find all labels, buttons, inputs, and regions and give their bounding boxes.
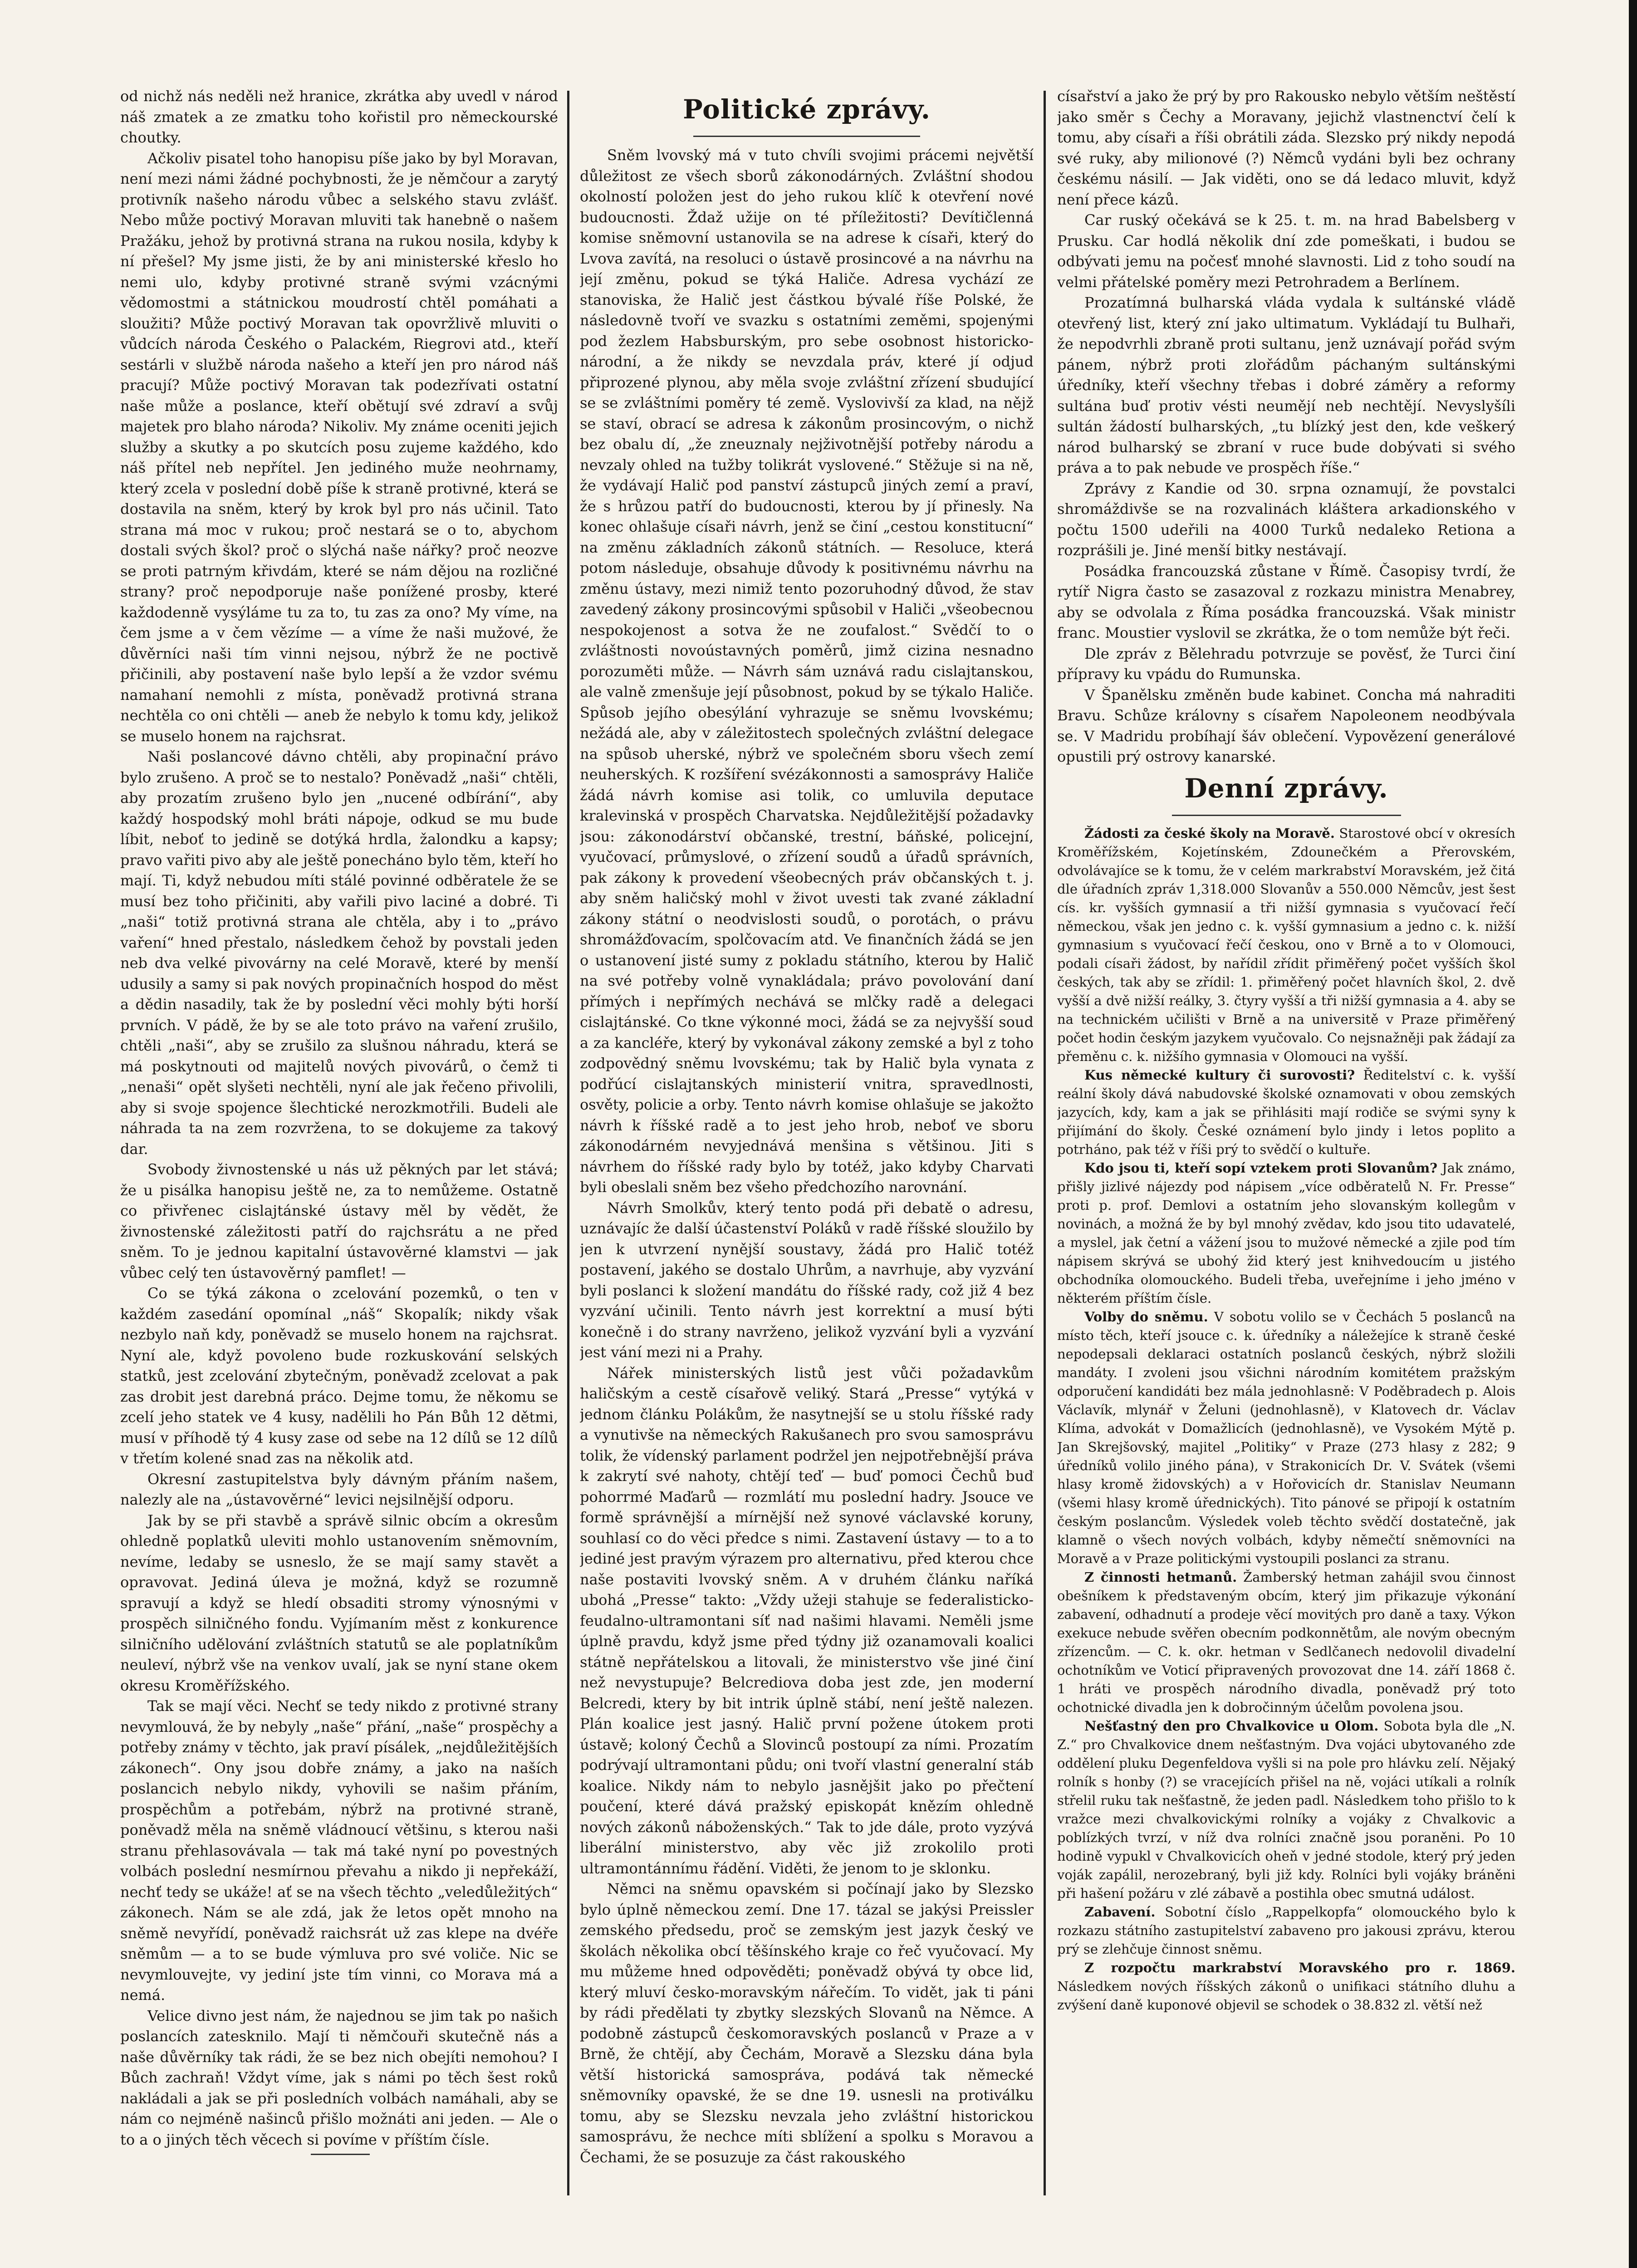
title-rule: [1172, 815, 1401, 816]
news-headline: Zabavení.: [1084, 1904, 1156, 1920]
paragraph: Jak by se při stavbě a správě silnic obcím a okresům ohledně poplatků uleviti mohlo ustanovením sněmovním, nevíme, ledaby se usneslo, že se mají samy stavět a opravovat. Jediná úleva je možná, když se rozumně spravují a když se hledí obsaditi stromy výnosnými v prospěch silničného fondu. Vyjímaním měst z konkurence silničního udělování zvláštních statutů se ale poplatníkům neuleví, nýbrž vše na venkov uvalí, jak se nyní stane okem okresu Kroměřížského.: [120, 1511, 558, 1694]
news-item: [1057, 1308, 1515, 1568]
news-text: Sobota byla dle „N. Z.“ pro Chvalkovice dnem nešťastným. Dva vojáci ubytovaného zde oddělení pluku Degenfeldova vyšli si na pole pro hlávku zelí. Nějaký rolník s honby (?) se vracejících přišel na ně, vojáci utíkali a rolník střelil ruku tak nešťastně, že jeden padl. Následkem toho přišlo to k vražce mezi chvalkovickými rolníky a vojáky z Chvalkovic a poblízkých tvrzí, v níž dva rolníci značně jsou poraněni. Po 10 hodině vypukl v Chvalkovicích oheň v jedné stodole, který prý jeden voják zapálil, nerozebraný, byli již kdy. Rolníci byli vojáky bráněni při hašení požáru v zlé zábavě a postihla obec smutná událost.: [1057, 1718, 1515, 1901]
paragraph: Co se týká zákona o zcelování pozemků, o ten v každém zasedání opomínal „náš“ Skopalík; nikdy však nezbylo naň kdy, poněvadž se muselo honem na rajchsrat. Nyní ale, když povoleno bude rozkuskování selských statků, jest zcelování zbytečným, poněvadž zcelovat a pak zas drobit jest darebná práco. Dejme tomu, že někomu se zcelí jeho statek ve 4 kusy, nadělili ho Pán Bůh 12 dětmi, musí v příhodě tý 4 kusy zase od sebe na 12 dílů se 12 dílů v třetím kolené snad zas na několik atd.: [120, 1285, 558, 1467]
paragraph: V Španělsku změněn bude kabinet. Concha má nahraditi Bravu. Schůze královny s císařem Napoleonem neodbývala se. V Madridu probíhají šáv oblečení. Vypovězení generálové opustili prý ostrovy kanarské.: [1057, 686, 1515, 765]
paragraph: Návrh Smolkův, který tento podá při debatě o adresu, uznávajíc že další účastenství Poláků v radě říšské sloužilo by jen k utvrzení nynější soustavy, žádá pro Halič totéž postavení, jakého se dostalo Uhrům, a navrhuje, aby vyzvání byli poslanci k složení mandátu do říšské rady, což již 4 bez vyzvání učinili. Tento návrh jest korrektní a musí býti konečně i do strany navrženo, jelikož vyzvání byli a vyzvání jest vání mezi ni a Prahy.: [580, 1199, 1034, 1361]
news-item: [1057, 1903, 1515, 1959]
paragraph: Zprávy z Kandie od 30. srpna oznamují, že povstalci shromáždivše se na rozvalinách kláštera arkadionského v počtu 1500 udeřili na 4000 Turků nedaleko Retiona a rozprášili je. Jiné menší bitky nestávají.: [1057, 479, 1515, 559]
news-item: [1057, 1959, 1515, 2014]
paragraph: Naši poslancové dávno chtěli, aby propinační právo bylo zrušeno. A proč se to nestalo? Poněvadž „naši“ chtěli, aby prozatím zrušeno bylo jen „nucené odbírání“, aby každý hospodský mohl bráti nápoje, odkud se mu bude líbit, neboť to jedině se dotýká hrdla, žalondku a kapsy; pravo vařiti pivo aby ale ještě ponecháno bylo těm, kteří ho mají. Ti, když nebudou míti stálé povinné odběratele že se musí bez toho přičiniti, aby vařili pivo laciné a dobré. Ti „naši“ totiž protivná strana ale chtěla, aby i to „právo vaření“ hned přestalo, následkem čehož by povstali jeden neb dva velké pivovárny na celé Moravě, které by menší udusily a samy si pak nových propinačních hospod do měst a dědin nasadily, tak že by poslední věci mohly býti horší prvních. V pádě, že by se ale toto právo na vaření zrušilo, chtěli „naši“, aby se zrušilo za slušnou náhradu, která se má poskytnouti od majitelů nových pivovárů, o čemž ti „nenaši“ opět slyšeti nechtěli, nyní ale jak řečeno přivolili, aby si svoje spojence šlechtické nerozkmotřili. Budeli ale náhrada ta na zem rozvržena, to se dokujeme za takový dar.: [120, 748, 558, 1158]
paragraph: Sněm lvovský má v tuto chvíli svojimi prácemi největší důležitost ze všech sborů zákonodárných. Zvláštní shodou okolností položen jest do jeho rukou klíč k otevření nové budoucnosti. Ždaž užije on té příležitosti? Devítičlenná komise sněmovní ustanovila se na adrese k císaři, který do Lvova zavítá, na resoluci o ústavě prosincové a na návrhu na její změnu, pokud se týká Haliče. Adresa vychází ze stanoviska, že Halič jest částkou bývalé říše Polské, že následovně tvoří ve svazku s ostatními zeměmi, spojenými pod žezlem Habsburským, pro sebe osobnost historicko-národní, a že nikdy se nevzdala práv, které jí odjud připrozené plynou, aby měla svoje zvláštní zřízení sbudující se se zvláštními poměry té země. Vyslovivší za klad, na nějž se staví, obrací se adresa k zákonům prosincovým, o nichž bez obalu dí, „že zneuznaly nejživotnější potřeby národu a nevzaly ohled na tužby tolikrát vyslovené.“ Stěžuje si na ně, že vydávají Halič pod panství zástupců jiných zemí a praví, že s hrůzou patří do budoucnosti, kterou by jí přinesly. Na konec ohlašuje císaři návrh, jenž se činí „cestou konstitucní“ na změnu základních zákonů státních. — Resoluce, která potom následuje, obsahuje důvody k positivnému návrhu na změnu ústavy, mezi nimiž tento pozoruhodný důvod, že stav zavedený zákony prosincovými spůsobil v Haliči „všeobecnou nespokojenost a sotva že ne zoufalost.“ Svědčí to o zvláštnosti novoústavných poměrů, jimž cizina nesnadno porozuměti může. — Návrh sám uznává radu cislajtanskou, ale valně zmenšuje její působnost, pokud by se týkalo Haliče. Spůsob jejího obesýlání vyhrazuje se sněmu lvovskému; nežádá ale, aby v záležitostech společných zvláštní delegace na spůsob uherské, nýbrž ve společném sboru všech zemí neuherských. K rozšíření svézákonnosti a samosprávy Haliče žádá návrh komise asi tolik, co umluvila deputace kralevinská v prospěch Charvatska. Nejdůležitější požadavky jsou: zákonodárství občanské, trestní, báňské, policejní, vyučovací, průmyslové, o zřízení soudů a úřadů správních, pak zákony k provedení všeobecných práv občanských t. j. aby sněm haličský mohl v život uvesti tak zvané základní zákony státní o neodvislosti soudů, o porotách, o právu shromážďovacím, spolčovacím atd. Ve finančních žádá se jen o ustanovení jisté sumy z pokladu státního, kterou by Halič na své potřeby volně vynakládala; právo povolování daní přímých i nepřímých nechává se mlčky radě a delegaci cislajtánské. Co tkne výkonné moci, žádá se za nejvyšší soud a za kancléře, který by vykonával zákony zemské a byl z toho zodpovědný sněmu lvovskému; tak by Halič byla vynata z podřúcí cislajtanských ministerií vnitra, spravedlnosti, osvěty, policie a orby. Tento návrh komise ohlašuje se jakožto návrh k říšské radě a to jest jeho hrob, neboť ve sboru zákonodárném nevyjednává menšina s většinou. Jiti s návrhem do říšské rady bylo by totéž, jako kdyby Charvati byli obeslali sněm bez všeho předchozího narovnání.: [580, 147, 1034, 1196]
paragraph: od nichž nás neděli než hranice, zkrátka aby uvedl v národ náš zmatek a ze zmatku toho kořistil pro německourské choutky.: [120, 88, 558, 146]
news-headline: Kdo jsou ti, kteří sopí vztekem proti Slovanům?: [1084, 1160, 1438, 1176]
scan-edge: [1629, 0, 1637, 2268]
paragraph: Car ruský očekává se k 25. t. m. na hrad Babelsberg v Prusku. Car hodlá několik dní zde pomeškati, i budou se odbývati jemu na počesť mnohé slavnosti. Lid z toho soudí na velmi přátelské poměry mezi Petrohradem a Berlínem.: [1057, 211, 1515, 291]
news-text: V sobotu volilo se v Čechách 5 poslanců na místo těch, kteří jsouce c. k. úředníky a náležejíce k straně české nepodepsali deklaraci ostatních poslanců českých, nýbrž složili mandáty. I zvoleni jsou všichni národním komitétem pražským odporučení kandidáti bez mála jednohlasně: V Poděbradech p. Alois Václavík, mlynář v Želuni (jednohlasně), v Klatovech dr. Václav Klíma, advokát v Domažlicích (jednohlasně), ve Vysokém Mýtě p. Jan Skrejšovský, majitel „Politiky“ v Praze (273 hlasy z 282; 9 úředníků volilo jiného pána), v Strakonicích Dr. V. Svátek (všemi hlasy kromě židovských) a v Hořovicích dr. Stanislav Neumann (všemi hlasy kromě úřednických). Tito pánové se připojí k ostatním českým poslancům. Výsledek voleb těchto svědčí dostatečně, jak klamně o všech nových volbách, kdyby němečtí sněmovníci na Moravě a v Praze politickými vystoupili poslanci za stranu.: [1057, 1309, 1515, 1566]
paragraph: Prozatímná bulharská vláda vydala k sultánské vládě otevřený list, který zní jako ultimatum. Vykládají tu Bulhaři, že nepodvrhli zbraně proti sultanu, jenž uznávají pořád svým pánem, nýbrž proti zlořádům páchaným sultánskými úředníky, kteří všechny třebas i dobré záměry a reformy sultána buď protiv vésti neumějí neb nechtějí. Nevyslyšíli sultán žádostí bulharských, „tu blízký jest den, kde veškerý národ bulharský se zbraní v ruce bude dobývati si svého práva a to pak nebude ve prospěch říše.“: [1057, 294, 1515, 476]
news-headline: Nešťastný den pro Chvalkovice u Olom.: [1084, 1718, 1379, 1734]
column-middle: [580, 88, 1034, 2268]
paragraph: Svobody živnostenské u nás už pěkných par let stává; že u pisálka hanopisu ještě ne, za to nemůžeme. Ostatně co přivřenec cislajtánské ústavy měl by vědět, že živnostenské záležitosti patří do rajchsrátu a ne před sněm. To je jednou kapitalní ústavověrné klamstvi — jak vůbec celý ten ústavověrný pamflet! —: [120, 1161, 558, 1281]
paragraph: císařství a jako že prý by pro Rakousko nebylo větším neštěstí jako směr s Čechy a Moravany, jejichž vlastnenctví čelí k tomu, aby císaři a říši obrátili záda. Slezsko prý nikdy nepodá své ruky, aby milionové (?) Němců vydáni byli bez ochrany českému násilí. — Jak viděti, ono se dá ledaco mluvit, když není přece kázů.: [1057, 88, 1515, 208]
paragraph: Tak se mají věci. Nechť se tedy nikdo z protivné strany nevymlouvá, že by nebyly „naše“ přání, „naše“ prospěchy a potřeby známy v těchto, jak praví písálek, „nejdůležitějších zákonech“. Ony jsou dobře známy, a jako na naších poslancich nebylo nikdy, vyhovili se našim přáním, prospěchům a potřebám, nýbrž na protivné straně, poněvadž měla na sněmě vládnoucí většinu, s kterou naši stranu přehlasovávala — tak má také nyní po povestných volbách poslední nesmírnou převahu a nikdo ji nepřekáží, nechť tedy se ukáže! ať se na všech těchto „veledůležitých“ zákonech. Nám se ale zdá, jak že letos opět mnoho na sněmě nevyřídí, poněvadž raichsrát už zas klepe na dvéře sněmům — a to se bude výmluva pro své voliče. Nic se nevymlouvejte, vy jediní jste tím vinni, co Morava má a nemá.: [120, 1697, 558, 2004]
news-headline: Kus německé kultury či surovosti?: [1084, 1067, 1355, 1083]
news-headline: Z činnosti hetmanů.: [1084, 1569, 1237, 1585]
section-title-political: Politické zprávy.: [683, 94, 931, 125]
column-left: [120, 86, 558, 2268]
paragraph: Nářek ministerských listů jest vůči požadavkům haličským a cestě císařově veliký. Stará „Presse“ vytýká v jednom článku Polákům, že nasytnejší se u stolu říšské rady a vynutivše na německých Rakušanech pro svou samosprávu tolik, že vídenský parlament podržel jen nejpotřebnější práva k zakrytí své nahoty, chtějí teď — buď pomoci Čechů buď pohorrmé Maďarů — rozmlátí mu poslední hadry. Jsouce ve formě správnější a mírnější než synové václavské koruny, souhlasí co do věci předce s nimi. Zastavení ústavy — to a to jediné jest pravým výrazem pro alternativu, před kterou chce naše postaviti lvovský sněm. A v druhém článku naříká ubohá „Presse“ takto: „Vždy užeji stahuje se federalisticko-feudalno-ultramontani síť nad našimi hlavami. Neměli jsme úplně pravdu, když jsme před týdny již ozanamovali koalici státně nepřátelskou a litovali, že ministerstvo vše jiné činí než nevystupuje? Belcrediova doba jest zde, jen moderní Belcredi, ktery by bit intrik úplně stábí, není ještě nalezen. Plán koalice jest jasný. Halič první požene útokem proti ústavě; koloný Čechů a Slovinců postoupí za ními. Prozatím podrývají ultramontani půdu; oni tvoří vlastní generalní stáb koalice. Nikdy nám to nebylo jasnějšit jako po přečtení poučení, které dává pražský episkopát knězím ohledně nových zákonů náboženských.“ Tak to jde dále, proto vyzývá liberální ministerstvo, aby věc již zrokolilo proti ultramontánnímu řádění. Viděti, že jenom to je sklonku.: [580, 1364, 1034, 1877]
news-item: [1057, 1066, 1515, 1159]
news-text: Žamberský hetman zahájil svou činnost obešníkem k představeným obcím, který jim přikazuje výkonání zabavení, odhadnutí a prodeje věcí movitých pro daně a taxy. Výkon exekuce nebude svěřen obecním podkonnětům, ale novým obecným zřízencům. — C. k. okr. hetman v Sedlčanech nedovolil divadelní ochotníkům ve Voticí připravených provozovat dne 14. září 1868 č. 1 hráti ve prospěch národního divadla, poněvadž prý toto ochotnické divadla jen k dobročinným účelům povolena jsou.: [1057, 1569, 1515, 1715]
daily-news-list: [1057, 824, 1515, 2014]
column-divider: [1044, 91, 1046, 2195]
news-text: Následkem nových říšských zákonů o unifikaci státního dluhu a zvýšení daně kuponové objevil se schodek o 38.832 zl. větší než: [1057, 1978, 1515, 2013]
news-headline: Žádosti za české školy na Moravě.: [1084, 825, 1335, 841]
paragraph: Posádka francouzská zůstane v Římě. Časopisy tvrdí, že rytíř Nigra často se zasazoval z rozkazu ministra Menabrey, aby se odvolala z Říma posádka francouzská. Však ministr franc. Moustier vyslovil se zkrátka, že o tom nemůže být řeči.: [1057, 562, 1515, 641]
news-text: Starostové obcí v okresích Kroměřížském, Kojetínském, Zdounečkém a Přerovském, odvolávajíce se k tomu, že v celém markrabství Moravském, jež čitá dle úřadních zpráv 1,318.000 Slovanův a 550.000 Němcův, jest šest cís. kr. vyšších gymnasií a tři nižší gymnasia s vyučovací řečí německou, však jen jedno c. k. vyšší gymnasium a jedno c. k. nižší gymnasium s vyučovací řečí českou, ono v Brně a to v Olomouci, podali císaři žádost, by nařídil zřídit přiměřený počet vyšších škol českých, tak aby se zřídil: 1. přiměřený počet hlavních škol, 2. dvě vyšší a dvě nižší reálky, 3. čtyry vyšší a tři nižší gymnasia a 4. aby se na technickém učilišti v Brně a na universitě v Praze přiměřený počet hodin českým jazykem vyučovalo. Co nejsnažněji pak žádají za přeměnu c. k. nižšího gymnasia v Olomouci na vyšší.: [1057, 825, 1515, 1064]
news-text: Ředitelství c. k. vyšší reální školy dává nabudovské školské oznamovati v obou zemských jazycích, kdy, kam a jak se přihlásiti mají rodiče se svými syny k přijímání do školy. České oznámení bylo jindy i letos poplito a potrháno, pak též v říši prý to svědčí o kultuře.: [1057, 1067, 1515, 1157]
paragraph: Němci na sněmu opavském si počínají jako by Slezsko bylo úplně německou zemí. Dne 17. tázal se jakýsi Preissler zemského předsedu, proč se zemským jest jazyk český ve školách několika obcí těšínského kraje co řeč vyučovací. My mu můžeme hned odpověděti; poněvadž obývá ty obce lid, který mluví česko-moravským nářečím. To vidět, jak ti páni by rádi předělati ty zbytky slezských Slovanů na Němce. A podobně zástupců českomoravských poslanců v Praze a v Brně, že chtějí, aby Čechám, Moravě a Slezsku dána byla větší historická samospráva, podává tak německé sněmovníky opavské, že se dne 19. usnesli na protiválku tomu, aby se Slezsku nevzala jeho zvláštní historickou samosprávu, že nechce míti sblížení a spolku s Moravou a Čechami, že se posuzuje za část rakouského: [580, 1880, 1034, 2166]
title-rule: [693, 136, 920, 137]
news-text: Jak známo, přišly jizlivé nájezdy pod nápisem „více odběratelů N. Fr. Presse“ proti p. prof. Demlovi a ostatním jeho slovanským kollegům v novinách, a možná že by byl mnohý zvědav, kdo jsou tito udavatelé, a myslel, jak četní a vážení jsou to mužové německé a zjile pod tím nápisem skrývá se ubohý žid který jest knihvedoucím u jistého obchodníka olomouckého. Budeli třeba, uveřejníme i jeho jméno v některém příštím čísle.: [1057, 1160, 1515, 1306]
news-item: [1057, 824, 1515, 1066]
news-headline: Volby do sněmu.: [1084, 1309, 1208, 1325]
news-headline: Z rozpočtu markrabství Moravského pro r. 1869.: [1084, 1960, 1515, 1975]
column-right: [1057, 86, 1515, 2268]
column-divider: [567, 91, 569, 2195]
end-rule: [311, 2154, 370, 2155]
news-item: [1057, 1717, 1515, 1903]
news-item: [1057, 1568, 1515, 1717]
paragraph: Velice divno jest nám, že najednou se jim tak po našich poslancích zatesknilo. Mají ti němčouři skutečně nás a naše důvěrníky tak rádi, že se bez nich obejíti nemohou? I Bůch zachraň! Vždyt víme, jak s námi po těch šest roků nakládali a jak se při posledních volbách namáhali, aby se nám co nejméně našinců přišlo možnáti ani jeden. — Ale o to a o jiných těch věcech si povíme v příštím čísle.: [120, 2007, 558, 2148]
paragraph: Okresní zastupitelstva byly dávným přáním našem, nalezly ale na „ústavověrné“ levici nejsilnější odporu.: [120, 1470, 558, 1508]
paragraph: Dle zpráv z Bělehradu potvrzuje se pověsť, že Turci činí přípravy ku vpádu do Rumunska.: [1057, 645, 1515, 683]
paragraph: Ačkoliv pisatel toho hanopisu píše jako by byl Moravan, není mezi námi žádné pochybnosti, že je němčour a zarytý protivník našeho národu vůbec a selského stavu zvlášť. Nebo může poctivý Moravan mluviti tak hanebně o našem Pražáku, jehož by protivná strana na rukou nosila, kdyby k ní přešel? My jsme jisti, že by ani ministerské křeslo ho nemi ulo, kdyby protivné straně svými vzácnými vědomostmi a státnickou moudrostí chtěl pomáhati a sloužiti? Může poctivý Moravan tak opovržlivě mluviti o vůdcích národa Českého o Palackém, Riegrovi atd., kteří sestárli v službě národa našeho a kteří jen pro národ náš pracují? Může poctivý Moravan tak podezřívati ostatní naše může a poslance, kteří obětují své zdraví a svůj majetek pro blaho národa? Nikoliv. My známe oceniti jejich služby a skutky a po skutcích posu zujeme každého, kdo náš přítel neb nepřítel. Jen jediného muže neohrnamy, který zcela v poslední době píše k straně protivné, která se dostavila na sněm, který by krok byl pro nás učinil. Tato strana má moc v rukou; proč nestará se o to, abychom dostali svých škol? proč o slýchá naše nářky? proč neozve se proti patrným křivdám, které se nám dějou na rozličné strany? proč nepodporuje naše ponížené prosby, které každodenně vysýláme tu za to, tu zas za ono? My víme, na čem jsme a v čem vězíme — a víme že naši mužové, že důvěrníci naši tím vinni nejsou, nýbrž že ne poctivě přičinili, aby postavení naše bylo lepší a že vzdor svému namahaní nemohli z místa, poněvadž protivná strana nechtěla co oni chtěli — aneb že nebylo k tomu kdy, jelikož se muselo honem na rajchsrat.: [120, 149, 558, 745]
section-title-daily-news: Denní zprávy.: [1184, 772, 1388, 804]
news-text: Sobotní číslo „Rappelkopfa“ olomouckého bylo k rozkazu státního zastupitelství zabaveno pro jakousi zprávu, kterou prý se zlehčuje činnost sněmu.: [1057, 1904, 1515, 1957]
news-item: [1057, 1159, 1515, 1308]
